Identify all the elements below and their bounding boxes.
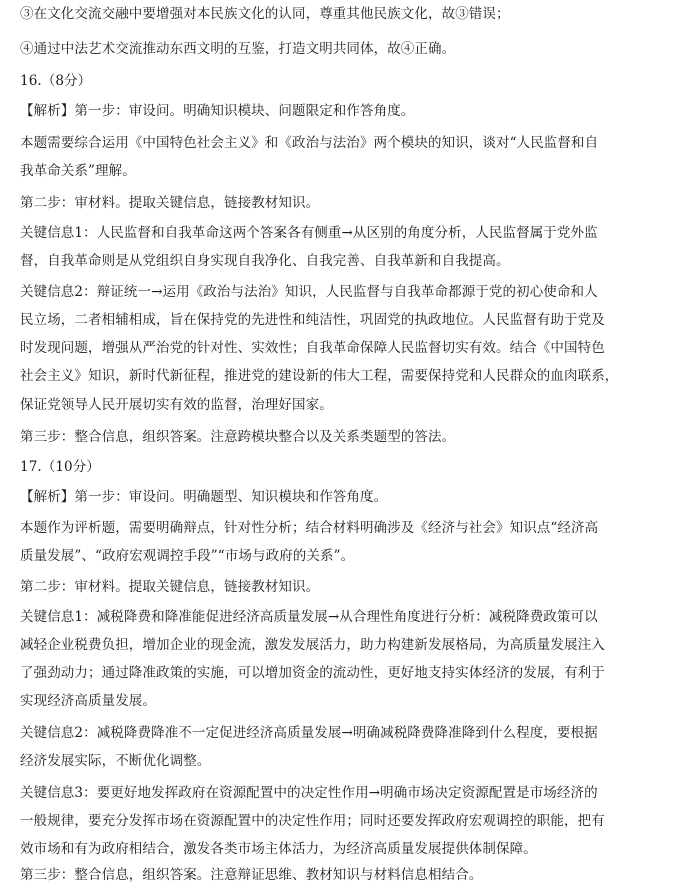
text-line: 关键信息1：人民监督和自我革命这两个答案各有侧重→从区别的角度分析，人民监督属于党外监 — [20, 225, 598, 241]
text-line: 【解析】第一步：审设问。明确题型、知识模块和作答角度。 — [20, 489, 388, 505]
text-line: 关键信息2：减税降费降准不一定促进经济高质量发展→明确减税降费降准降到什么程度，要根据 — [20, 725, 598, 741]
text-line: 本题作为评析题，需要明确辩点，针对性分析；结合材料明确涉及《经济与社会》知识点“经济高 — [20, 520, 599, 536]
text-line: 减轻企业税费负担，增加企业的现金流，激发发展活力，助力构建新发展格局，为高质量发展注入 — [20, 637, 605, 653]
text-line: 质量发展”、“政府宏观调控手段”“市场与政府的关系”。 — [20, 548, 355, 564]
text-line: 本题需要综合运用《中国特色社会主义》和《政治与法治》两个模块的知识，谈对“人民监督和自 — [20, 135, 599, 151]
text-line: 民立场，二者相辅相成，旨在保持党的先进性和纯洁性，巩固党的执政地位。人民监督有助于党及 — [20, 312, 605, 328]
text-line: 关键信息3：要更好地发挥政府在资源配置中的决定性作用→明确市场决定资源配置是市场经济的 — [20, 785, 598, 801]
text-line: 社会主义》知识，新时代新征程，推进党的建设新的伟大工程，需要保持党和人民群众的血肉联系， — [20, 368, 619, 384]
text-line: 时发现问题，增强从严治党的针对性、实效性；自我革命保障人民监督切实有效。结合《中国特色 — [20, 340, 605, 356]
text-line: 保证党领导人民开展切实有效的监督，治理好国家。 — [20, 397, 333, 413]
text-line: 17.（10分） — [20, 459, 100, 475]
text-line: 第二步：审材料。提取关键信息，链接教材知识。 — [20, 579, 320, 595]
text-line: 效市场和有为政府相结合，激发各类市场主体活力，为经济高质量发展提供体制保障。 — [20, 841, 537, 857]
text-line: 第三步：整合信息，组织答案。注意辩证思维、教材知识与材料信息相结合。 — [20, 867, 483, 883]
text-line: ③在文化交流交融中要增强对本民族文化的认同，尊重其他民族文化，故③错误； — [20, 6, 510, 22]
text-line: 经济发展实际，不断优化调整。 — [20, 753, 211, 769]
text-line: 16.（8分） — [20, 73, 92, 89]
text-line: 第二步：审材料。提取关键信息，链接教材知识。 — [20, 195, 320, 211]
text-line: 了强劲动力；通过降准政策的实施，可以增加资金的流动性，更好地支持实体经济的发展，有利于 — [20, 665, 605, 681]
text-line: 实现经济高质量发展。 — [20, 693, 156, 709]
text-line: 关键信息1：减税降费和降准能促进经济高质量发展→从合理性角度进行分析：减税降费政策可以 — [20, 609, 598, 625]
text-line: ④通过中法艺术交流推动东西文明的互鉴，打造文明共同体，故④正确。 — [20, 41, 456, 57]
text-line: 我革命关系”理解。 — [20, 163, 136, 179]
text-line: 督，自我革命则是从党组织自身实现自我净化、自我完善、自我革新和自我提高。 — [20, 253, 510, 269]
text-line: 【解析】第一步：审设问。明确知识模块、问题限定和作答角度。 — [20, 103, 415, 119]
text-line: 关键信息2：辩证统一→运用《政治与法治》知识，人民监督与自我革命都源于党的初心使命和人 — [20, 284, 598, 300]
text-line: 第三步：整合信息，组织答案。注意跨模块整合以及关系类题型的答法。 — [20, 429, 456, 445]
text-line: 一般规律，要充分发挥市场在资源配置中的决定性作用；同时还要发挥政府宏观调控的职能，把有 — [20, 813, 605, 829]
